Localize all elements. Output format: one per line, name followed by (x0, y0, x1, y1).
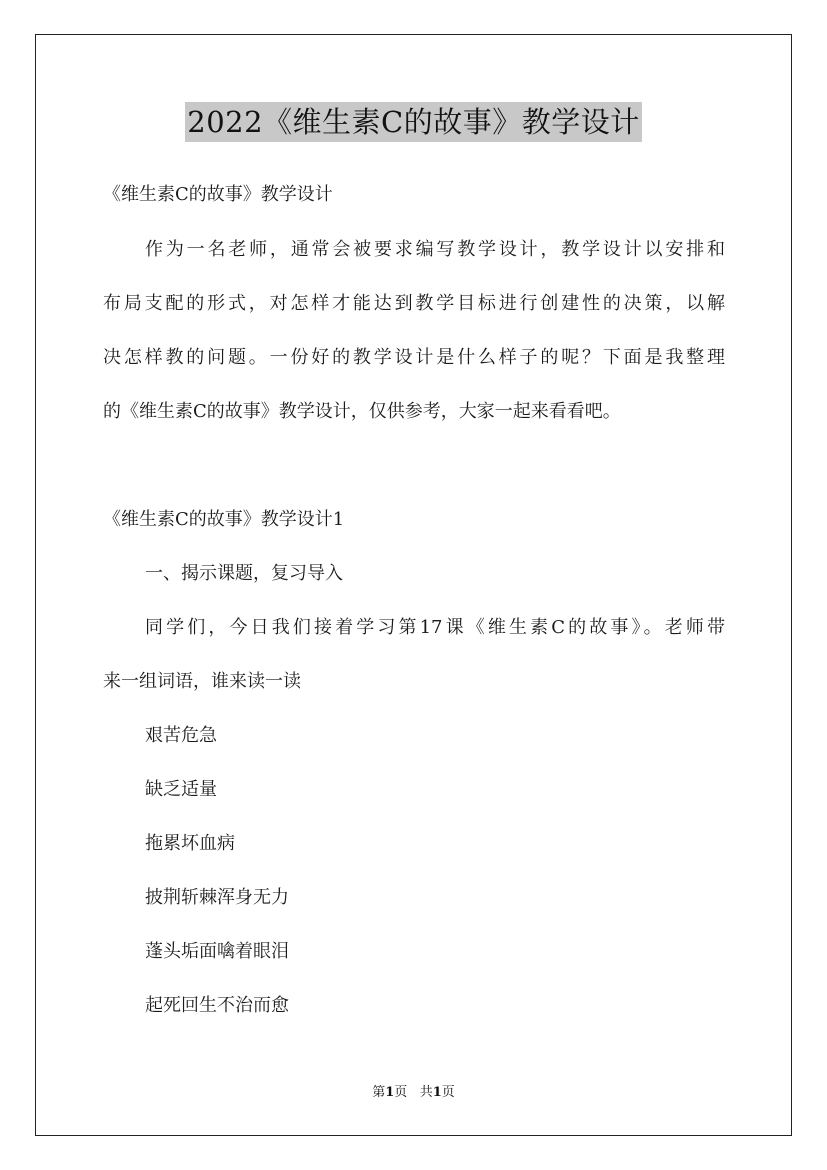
paragraph-line-1: 同学们，今日我们接着学习第17课《维生素C的故事》。老师带 (145, 617, 725, 638)
intro-line-4: 的《维生素C的故事》教学设计，仅供参考，大家一起来看看吧。 (103, 401, 621, 422)
intro-line-3: 决怎样教的问题。一份好的教学设计是什么样子的呢？下面是我整理 (103, 347, 725, 368)
word-group-6: 起死回生不治而愈 (145, 995, 289, 1016)
footer-page-prefix: 第 (372, 1085, 386, 1100)
word-group-4: 披荆斩棘浑身无力 (145, 887, 289, 908)
footer-total-pages: 1 (432, 1085, 442, 1100)
footer-page-number: 1 (385, 1085, 395, 1100)
intro-line-1: 作为一名老师，通常会被要求编写教学设计，教学设计以安排和 (145, 239, 725, 260)
word-group-5: 蓬头垢面噙着眼泪 (145, 941, 289, 962)
word-group-3: 拖累坏血病 (145, 833, 235, 854)
section-heading: 《维生素C的故事》教学设计1 (103, 509, 345, 530)
document-subtitle: 《维生素C的故事》教学设计 (103, 184, 333, 205)
word-group-1: 艰苦危急 (145, 725, 217, 746)
word-group-2: 缺乏适量 (145, 779, 217, 800)
document-title: 2022《维生素C的故事》教学设计 (185, 102, 642, 142)
page-footer (0, 1085, 827, 1101)
footer-page-suffix: 页 (394, 1085, 408, 1100)
footer-total-suffix: 页 (441, 1085, 455, 1100)
paragraph-line-2: 来一组词语，谁来读一读 (103, 671, 301, 692)
title-block (0, 102, 827, 142)
step-heading: 一、揭示课题，复习导入 (145, 563, 343, 584)
intro-line-2: 布局支配的形式，对怎样才能达到教学目标进行创建性的决策，以解 (103, 293, 725, 314)
footer-total-prefix: 共 (419, 1085, 433, 1100)
